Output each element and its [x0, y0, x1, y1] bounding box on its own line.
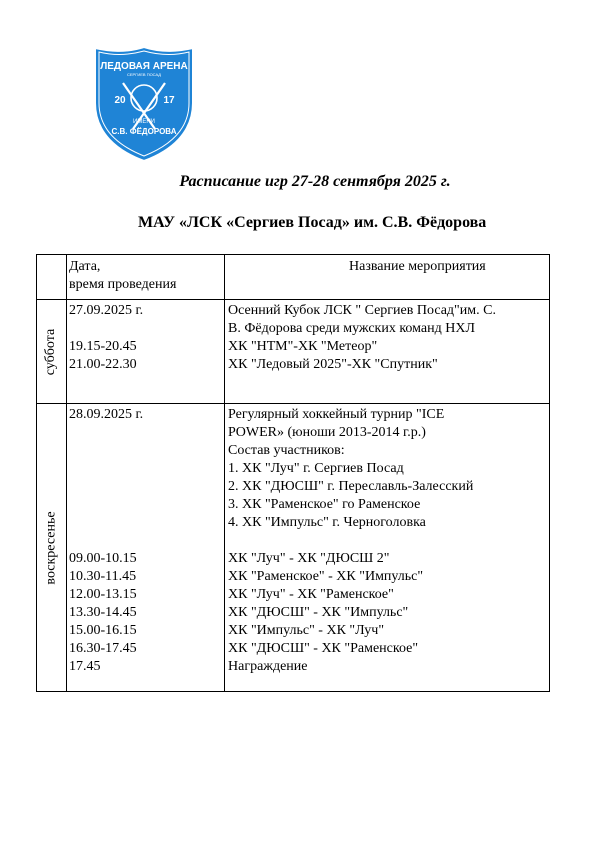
logo-text-line1: ЛЕДОВАЯ АРЕНА	[100, 61, 188, 72]
event-row: 2. ХК "ДЮСШ" г. Переславль-Залесский	[228, 479, 474, 494]
event-row: 4. ХК "Импульс" г. Черноголовка	[228, 515, 426, 530]
time-row	[69, 478, 224, 496]
time-row	[69, 424, 224, 442]
table-divider	[37, 299, 549, 300]
time-row	[69, 442, 224, 460]
weekday-label: суббота	[43, 328, 59, 375]
header-date-cell	[69, 258, 229, 294]
table-divider	[37, 403, 549, 404]
event-row: Регулярный хоккейный турнир "ICE	[228, 407, 445, 422]
logo-year-right: 17	[163, 95, 175, 106]
time-row: 13.30-14.45	[69, 605, 137, 620]
event-row: ХК "Ледовый 2025"-ХК "Спутник"	[228, 357, 438, 372]
time-row: 16.30-17.45	[69, 641, 137, 656]
event-row: Награждение	[228, 659, 308, 674]
schedule-table	[36, 254, 550, 692]
times-cell	[69, 406, 224, 676]
weekday-label: воскресенье	[43, 511, 59, 585]
time-row	[69, 320, 224, 338]
event-row: ХК "Луч" - ХК "Раменское"	[228, 587, 394, 602]
times-cell	[69, 302, 224, 374]
event-row: ХК "Раменское" - ХК "Импульс"	[228, 569, 424, 584]
time-row: 19.15-20.45	[69, 339, 137, 354]
event-row: 3. ХК "Раменское" го Раменское	[228, 497, 421, 512]
events-cell	[228, 302, 548, 374]
event-row: Состав участников:	[228, 443, 345, 458]
time-row: 17.45	[69, 659, 101, 674]
logo-text-line4: С.В. ФЁДОРОВА	[111, 127, 177, 136]
time-row: 09.00-10.15	[69, 551, 137, 566]
time-row: 10.30-11.45	[69, 569, 137, 584]
table-divider	[66, 255, 67, 691]
time-row	[69, 496, 224, 514]
time-row: 12.00-13.15	[69, 587, 137, 602]
header-name-cell: Название мероприятия	[349, 259, 486, 274]
event-row: ХК "Импульс" - ХК "Луч"	[228, 623, 385, 638]
event-row: ХК "Луч" - ХК "ДЮСШ 2"	[228, 551, 390, 566]
time-row: 27.09.2025 г.	[69, 303, 144, 318]
arena-logo	[93, 45, 195, 163]
event-row: ХК "ДЮСШ" - ХК "Импульс"	[228, 605, 409, 620]
weekday-cell	[37, 404, 66, 692]
event-row: POWER» (юноши 2013-2014 г.р.)	[228, 425, 426, 440]
time-row: 21.00-22.30	[69, 357, 137, 372]
logo-text-line3: ИМЕНИ	[133, 119, 155, 125]
header-date-line: время проведения	[69, 277, 177, 292]
time-row: 28.09.2025 г.	[69, 407, 144, 422]
time-row	[69, 460, 224, 478]
event-row: ХК "ДЮСШ" - ХК "Раменское"	[228, 641, 419, 656]
time-row: 15.00-16.15	[69, 623, 137, 638]
table-divider	[224, 255, 225, 691]
organization-title: МАУ «ЛСК «Сергиев Посад» им. С.В. Фёдорова	[138, 214, 487, 231]
schedule-title: Расписание игр 27-28 сентября 2025 г.	[179, 173, 451, 190]
time-row	[69, 532, 224, 550]
events-cell	[228, 406, 548, 676]
event-row	[228, 532, 548, 550]
event-row: 1. ХК "Луч" г. Сергиев Посад	[228, 461, 404, 476]
event-row: В. Фёдорова среди мужских команд НХЛ	[228, 321, 475, 336]
event-row: ХК "НТМ"-ХК "Метеор"	[228, 339, 378, 354]
event-row: Осенний Кубок ЛСК " Сергиев Посад"им. С.	[228, 303, 496, 318]
logo-text-line2: СЕРГИЕВ ПОСАД	[126, 72, 162, 77]
time-row	[69, 514, 224, 532]
header-date-line: Дата,	[69, 259, 101, 274]
weekday-cell	[37, 300, 66, 403]
logo-year-left: 20	[114, 95, 126, 106]
